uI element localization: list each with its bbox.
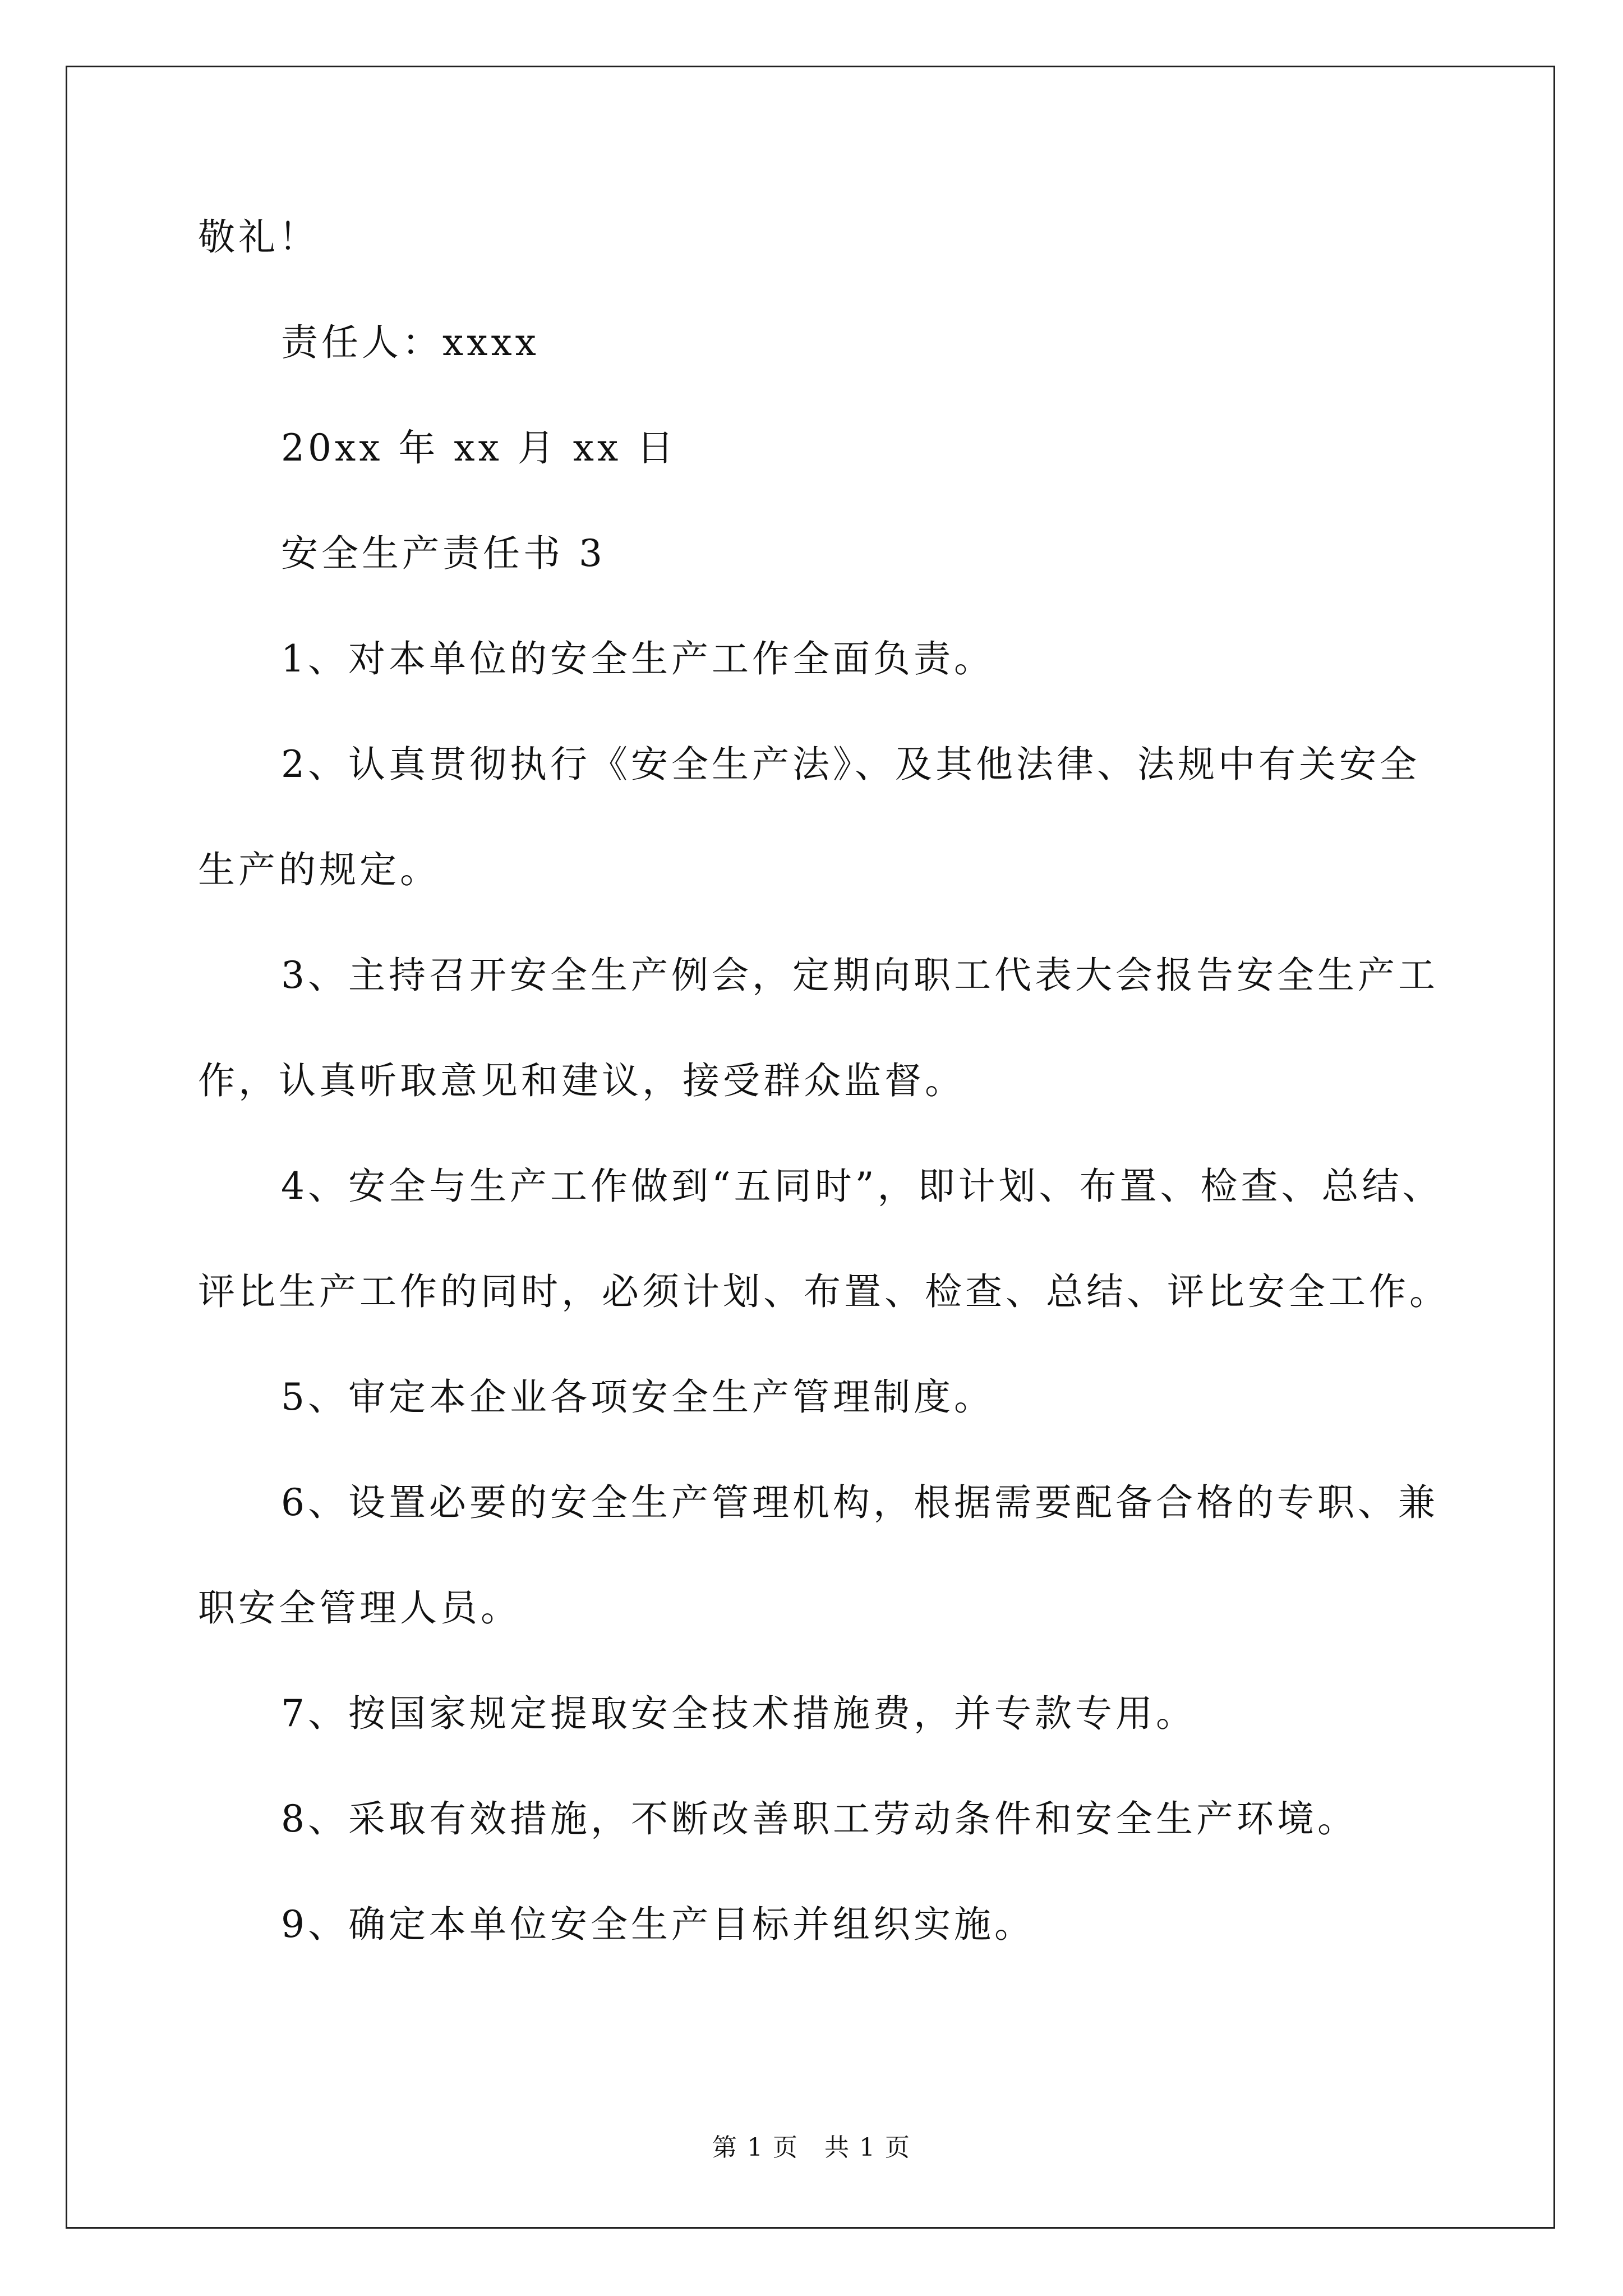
item-6-line-2: 职安全管理人员。 [198, 1586, 521, 1630]
item-2-line-2: 生产的规定。 [198, 848, 440, 891]
closing-salutation: 敬礼！ [198, 215, 319, 259]
item-2-line-1: 2、认真贯彻执行《安全生产法》、及其他法律、法规中有关安全 [281, 743, 1420, 786]
date-line: 20xx 年 xx 月 xx 日 [281, 426, 677, 470]
item-1: 1、对本单位的安全生产工作全面负责。 [281, 637, 994, 680]
item-6-line-1: 6、设置必要的安全生产管理机构，根据需要配备合格的专职、兼 [281, 1481, 1438, 1524]
item-8: 8、采取有效措施，不断改善职工劳动条件和安全生产环境。 [281, 1797, 1358, 1841]
responsible-person-line: 责任人：xxxx [281, 321, 540, 364]
item-7: 7、按国家规定提取安全技术措施费，并专款专用。 [281, 1692, 1196, 1735]
item-9: 9、确定本单位安全生产目标并组织实施。 [281, 1903, 1035, 1946]
item-4-line-2: 评比生产工作的同时，必须计划、布置、检查、总结、评比安全工作。 [198, 1270, 1450, 1313]
item-3-line-2: 作，认真听取意见和建议，接受群众监督。 [198, 1059, 965, 1102]
page-number-footer: 第 1 页 共 1 页 [712, 2133, 911, 2162]
section-title: 安全生产责任书 3 [281, 532, 606, 575]
item-3-line-1: 3、主持召开安全生产例会，定期向职工代表大会报告安全生产工 [281, 954, 1438, 997]
item-4-line-1: 4、安全与生产工作做到“五同时”，即计划、布置、检查、总结、 [281, 1165, 1443, 1208]
item-5: 5、审定本企业各项安全生产管理制度。 [281, 1375, 994, 1419]
